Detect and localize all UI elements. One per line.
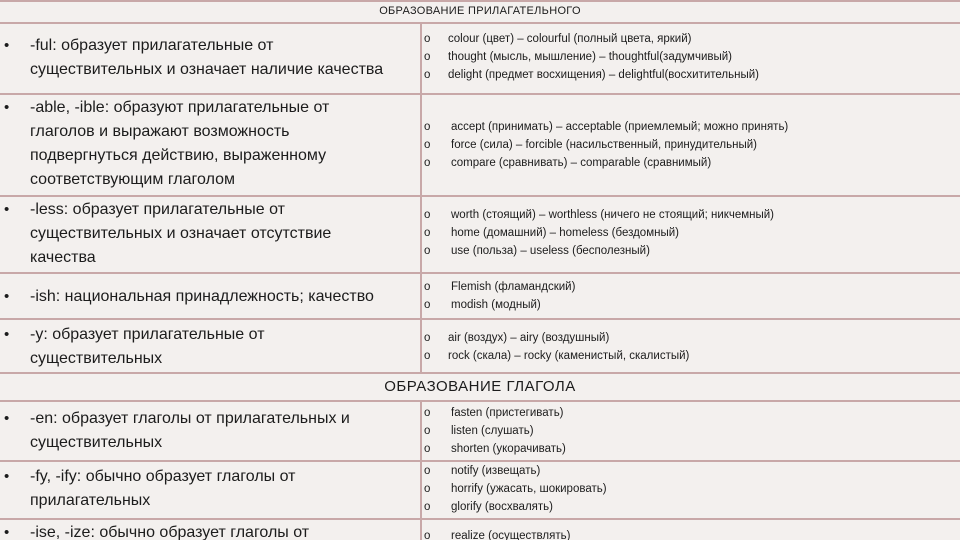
row-less-examples (424, 206, 954, 260)
example: shorten (укорачивать) (451, 443, 566, 455)
text-line: -fy, -ify: обычно образует глаголы от (30, 468, 296, 485)
row-ise-examples (424, 527, 954, 540)
bullet: • (4, 37, 10, 54)
sub-bullet: o (424, 483, 431, 495)
sub-bullet: o (424, 443, 431, 455)
example: rock (скала) – rocky (каменистый, скалистый) (448, 350, 690, 362)
bullet: • (4, 201, 10, 218)
example: worth (стоящий) – worthless (ничего не стоящий; никчемный) (451, 209, 774, 221)
divider (0, 372, 960, 374)
verb-section-title: ОБРАЗОВАНИЕ ГЛАГОЛА (384, 378, 576, 395)
row-ish-examples (424, 278, 954, 314)
text-line: глаголов и выражают возможность (30, 123, 290, 140)
text-line: существительных и означает наличие качества (30, 61, 384, 78)
suffix-description (30, 521, 422, 540)
example: modish (модный) (451, 299, 541, 311)
example: delight (предмет восхищения) – delightful(восхитительный) (448, 69, 759, 81)
text-line: прилагательных (30, 492, 151, 509)
bullet: • (4, 326, 10, 343)
suffix-description (30, 407, 422, 455)
suffix-description (30, 198, 422, 270)
example: realize (осуществлять) (451, 530, 571, 540)
suffix-description (30, 34, 422, 82)
example: colour (цвет) – colourful (полный цвета, яркий) (448, 33, 692, 45)
sub-bullet: o (424, 425, 431, 437)
sub-bullet: o (424, 530, 431, 540)
text-line: -y: образует прилагательные от (30, 326, 265, 343)
text-line: существительных и означает отсутствие (30, 225, 332, 242)
bullet: • (4, 410, 10, 427)
sub-bullet: o (424, 281, 431, 293)
divider (0, 22, 960, 24)
text-line: -ise, -ize: обычно образует глаголы от (30, 524, 310, 540)
example: air (воздух) – airy (воздушный) (448, 332, 610, 344)
bullet: • (4, 468, 10, 485)
sub-bullet: o (424, 350, 431, 362)
adjective-section-title: ОБРАЗОВАНИЕ ПРИЛАГАТЕЛЬНОГО (379, 5, 581, 17)
row-fy-examples (424, 462, 954, 516)
sub-bullet: o (424, 33, 431, 45)
sub-bullet: o (424, 209, 431, 221)
example: fasten (пристегивать) (451, 407, 564, 419)
divider (0, 195, 960, 197)
sub-bullet: o (424, 139, 431, 151)
row-y-examples (424, 329, 954, 365)
sub-bullet: o (424, 299, 431, 311)
bullet: • (4, 524, 10, 540)
text-line: -en: образует глаголы от прилагательных и (30, 410, 350, 427)
example: notify (извещать) (451, 465, 541, 477)
example: thought (мысль, мышление) – thoughtful(задумчивый) (448, 51, 732, 63)
example: glorify (восхвалять) (451, 501, 553, 513)
divider (0, 318, 960, 320)
bullet: • (4, 288, 10, 305)
sub-bullet: o (424, 332, 431, 344)
example: listen (слушать) (451, 425, 534, 437)
text-line: существительных (30, 350, 163, 367)
divider (0, 518, 960, 520)
example: horrify (ужасать, шокировать) (451, 483, 607, 495)
row-en-examples (424, 404, 954, 458)
example: use (польза) – useless (бесполезный) (451, 245, 650, 257)
suffix-description (30, 323, 422, 371)
example: home (домашний) – homeless (бездомный) (451, 227, 679, 239)
text-line: -less: образует прилагательные от (30, 201, 285, 218)
text-line: соответствующим глаголом (30, 171, 235, 188)
bullet: • (4, 99, 10, 116)
sub-bullet: o (424, 465, 431, 477)
suffix-description (30, 285, 422, 309)
divider (0, 272, 960, 274)
sub-bullet: o (424, 69, 431, 81)
suffix-description (30, 465, 422, 513)
row-ful-examples (424, 30, 954, 84)
example: compare (сравнивать) – comparable (сравнимый) (451, 157, 712, 169)
text-line: подвергнуться действию, выраженному (30, 147, 327, 164)
sub-bullet: o (424, 51, 431, 63)
sub-bullet: o (424, 245, 431, 257)
divider (0, 0, 960, 2)
sub-bullet: o (424, 157, 431, 169)
suffix-description (30, 96, 422, 192)
sub-bullet: o (424, 501, 431, 513)
sub-bullet: o (424, 407, 431, 419)
sub-bullet: o (424, 227, 431, 239)
example: Flemish (фламандский) (451, 281, 576, 293)
example: force (сила) – forcible (насильственный, принудительный) (451, 139, 758, 151)
text-line: качества (30, 249, 96, 266)
sub-bullet: o (424, 121, 431, 133)
text-line: -ful: образует прилагательные от (30, 37, 274, 54)
divider (0, 93, 960, 95)
text-line: -able, -ible: образуют прилагательные от (30, 99, 330, 116)
example: accept (принимать) – acceptable (приемлемый; можно принять) (451, 121, 789, 133)
text-line: существительных (30, 434, 163, 451)
divider (0, 400, 960, 402)
row-able-examples (424, 118, 954, 172)
text-line: -ish: национальная принадлежность; качество (30, 288, 374, 305)
